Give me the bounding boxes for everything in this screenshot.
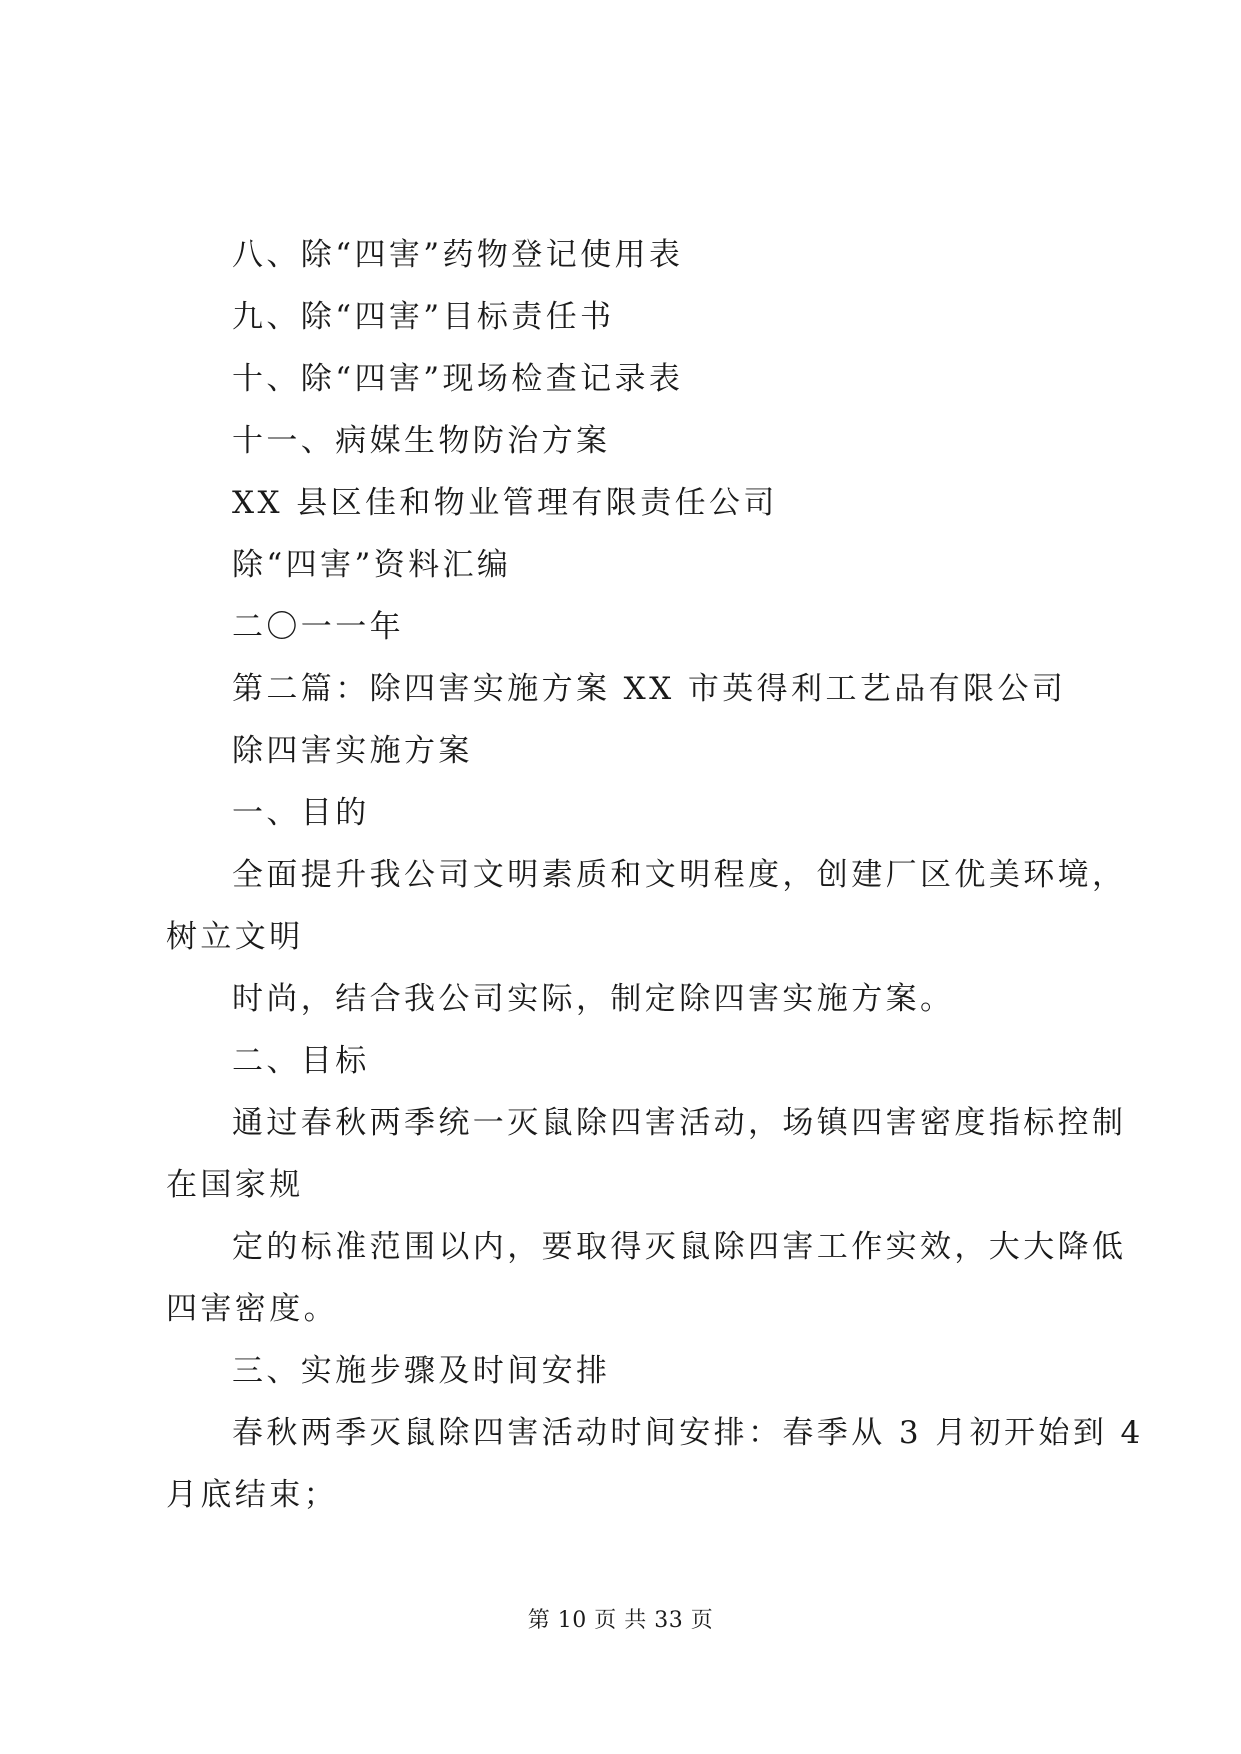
year-line: 二〇一一年 bbox=[232, 609, 404, 645]
paragraph-line: 树立文明 bbox=[166, 919, 304, 955]
plan-title: 除四害实施方案 bbox=[232, 733, 473, 769]
paragraph-line: 月底结束； bbox=[166, 1477, 338, 1513]
heading-steps: 三、实施步骤及时间安排 bbox=[232, 1353, 611, 1389]
heading-purpose: 一、目的 bbox=[232, 795, 370, 831]
list-item-10: 十、除“四害”现场检查记录表 bbox=[232, 361, 684, 397]
company-name: XX 县区佳和物业管理有限责任公司 bbox=[232, 485, 778, 521]
document-body bbox=[166, 224, 1144, 1526]
paragraph-line: 全面提升我公司文明素质和文明程度，创建厂区优美环境， bbox=[232, 857, 1127, 893]
paragraph-line: 通过春秋两季统一灭鼠除四害活动，场镇四害密度指标控制 bbox=[232, 1105, 1127, 1141]
paragraph-line: 在国家规 bbox=[166, 1167, 304, 1203]
paragraph-line: 时尚，结合我公司实际，制定除四害实施方案。 bbox=[232, 981, 955, 1017]
compilation-title: 除“四害”资料汇编 bbox=[232, 547, 512, 583]
list-item-8: 八、除“四害”药物登记使用表 bbox=[232, 237, 684, 273]
heading-goal: 二、目标 bbox=[232, 1043, 370, 1079]
paragraph-line: 定的标准范围以内，要取得灭鼠除四害工作实效，大大降低 bbox=[232, 1229, 1127, 1265]
section-heading: 第二篇：除四害实施方案 XX 市英得利工艺品有限公司 bbox=[232, 671, 1067, 707]
list-item-11: 十一、病媒生物防治方案 bbox=[232, 423, 611, 459]
paragraph-line: 春秋两季灭鼠除四害活动时间安排：春季从 3 月初开始到 4 bbox=[232, 1415, 1144, 1451]
list-item-9: 九、除“四害”目标责任书 bbox=[232, 299, 615, 335]
paragraph-line: 四害密度。 bbox=[166, 1291, 338, 1327]
page-number-footer: 第 10 页 共 33 页 bbox=[527, 1608, 714, 1633]
